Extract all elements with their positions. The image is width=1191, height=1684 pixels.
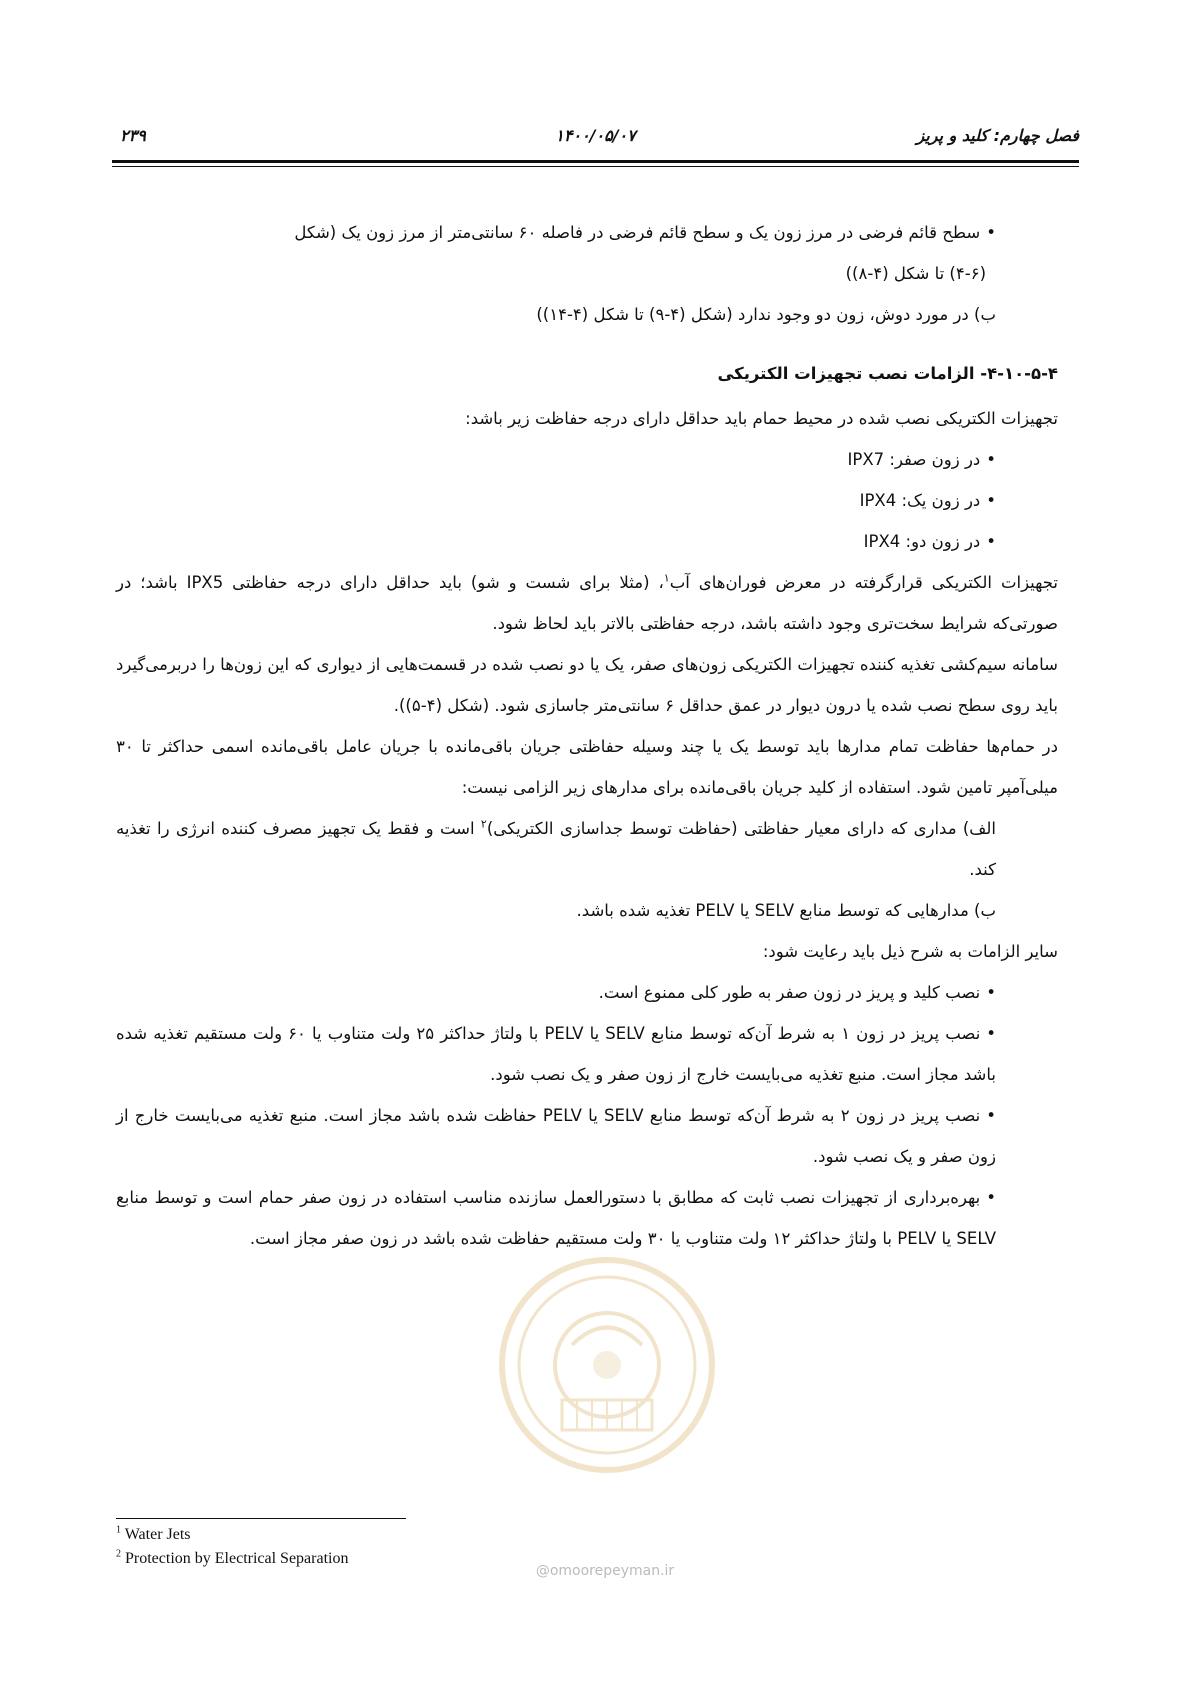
footnote-ref-2: ۲ xyxy=(480,817,487,831)
page-header xyxy=(112,122,1079,152)
zone-two-item: • در زون دو: IPX4 xyxy=(116,521,1058,562)
bullet-vertical-plane: • سطح قائم فرضی در مرز زون یک و سطح قائم فرضی در فاصله ۶۰ سانتی‌متر از مرز زون یک (شکل xyxy=(116,212,1058,253)
watermark-seal xyxy=(492,1250,722,1480)
revision-date: ۱۴۰۰/۰۵/۰۷ xyxy=(555,126,636,145)
footnote-1: $^1$ Water Jets xyxy=(116,1524,191,1543)
footnotes xyxy=(116,1523,348,1571)
zone-zero-item: • در زون صفر: IPX7 xyxy=(116,439,1058,480)
rule-fixed-equipment: • بهره‌برداری از تجهیزات نصب ثابت که مطابق با دستورالعمل سازنده مناسب استفاده در زون صفر حمام است و توسط منابع SELV یا PELV با ولتاژ حداکثر ۱۲ ولت متناوب یا ۳۰ ولت مستقیم حفاظت شده باشد در زون صفر مجاز است. xyxy=(116,1177,1058,1259)
rule-zone-two: • نصب پریز در زون ۲ به شرط آن‌که توسط منابع SELV یا PELV حفاظت شده باشد مجاز است. منبع تغذیه می‌بایست خارج از زون صفر و یک نصب شود. xyxy=(116,1095,1058,1177)
rule-zone-one: • نصب پریز در زون ۱ به شرط آن‌که توسط منابع SELV یا PELV با ولتاژ حداکثر ۲۵ ولت متناوب یا ۶۰ ولت مستقیم تغذیه شده باشد مجاز است. منبع تغذیه می‌بایست خارج از زون صفر و یک نصب شود. xyxy=(116,1013,1058,1095)
footnote-rule xyxy=(116,1518,406,1519)
paragraph-rcd: در حمام‌ها حفاظت تمام مدارها باید توسط یک یا چند وسیله حفاظتی جریان باقی‌مانده با جریان عامل باقی‌مانده اسمی حداکثر تا ۳۰ میلی‌آمپر تامین شود. استفاده از کلید جریان باقی‌مانده برای مدارهای زیر الزامی نیست: xyxy=(116,737,1058,797)
zone-one-item: • در زون یک: IPX4 xyxy=(116,480,1058,521)
item-b-selv: ب) مدارهایی که توسط منابع SELV یا PELV تغذیه شده باشد. xyxy=(576,901,996,920)
chapter-title: فصل چهارم: کلید و پریز xyxy=(916,126,1079,145)
section-heading: ۴-۱۰-۵-۴- الزامات نصب تجهیزات الکتریکی xyxy=(717,364,1058,383)
item-a-separation: الف) مداری که دارای معیار حفاظتی (حفاظت توسط جداسازی الکتریکی)$^۲$ است و فقط یک تجهیز مصرف کننده انرژی را تغذیه کند. xyxy=(116,817,996,879)
watermark-site: @omoorepeyman.ir xyxy=(535,1563,675,1579)
footnote-ref-1: ۱ xyxy=(663,571,670,585)
paragraph-other-requirements: سایر الزامات به شرح ذیل باید رعایت شود: xyxy=(762,942,1058,961)
header-rule-thick xyxy=(112,160,1079,163)
paragraph-min-protection: تجهیزات الکتریکی نصب شده در محیط حمام باید حداقل دارای درجه حفاظت زیر باشد: xyxy=(465,409,1058,428)
bullet-vertical-plane-cont: (۴-۶) تا شکل (۴-۸)) xyxy=(845,264,986,283)
header-rule-thin xyxy=(112,166,1079,167)
item-b-shower: ب) در مورد دوش، زون دو وجود ندارد (شکل (۴-۹) تا شکل (۴-۱۴)) xyxy=(536,305,996,324)
footnote-2: $^2$ Protection by Electrical Separation xyxy=(116,1548,349,1567)
page-number: ۲۳۹ xyxy=(120,126,146,145)
body-text xyxy=(116,212,1058,1259)
paragraph-water-jets: تجهیزات الکتریکی قرارگرفته در معرض فوران‌های آب$^۱$، (مثلا برای شست و شو) باید حداقل دارای درجه حفاظتی IPX5 باشد؛ در صورتی‌که شرایط سخت‌تری وجود داشته باشد، درجه حفاظتی بالاتر باید لحاظ شود. xyxy=(116,571,1059,633)
rule-zone-zero: • نصب کلید و پریز در زون صفر به طور کلی ممنوع است. xyxy=(116,972,1058,1013)
paragraph-wiring: سامانه سیم‌کشی تغذیه کننده تجهیزات الکتریکی زون‌های صفر، یک یا دو نصب شده در قسمت‌هایی از دیواری که این زون‌ها را دربرمی‌گیرد باید روی سطح نصب شده یا درون دیوار در عمق حداقل ۶ سانتی‌متر جاسازی شود. (شکل (۴-۵)). xyxy=(116,655,1058,715)
